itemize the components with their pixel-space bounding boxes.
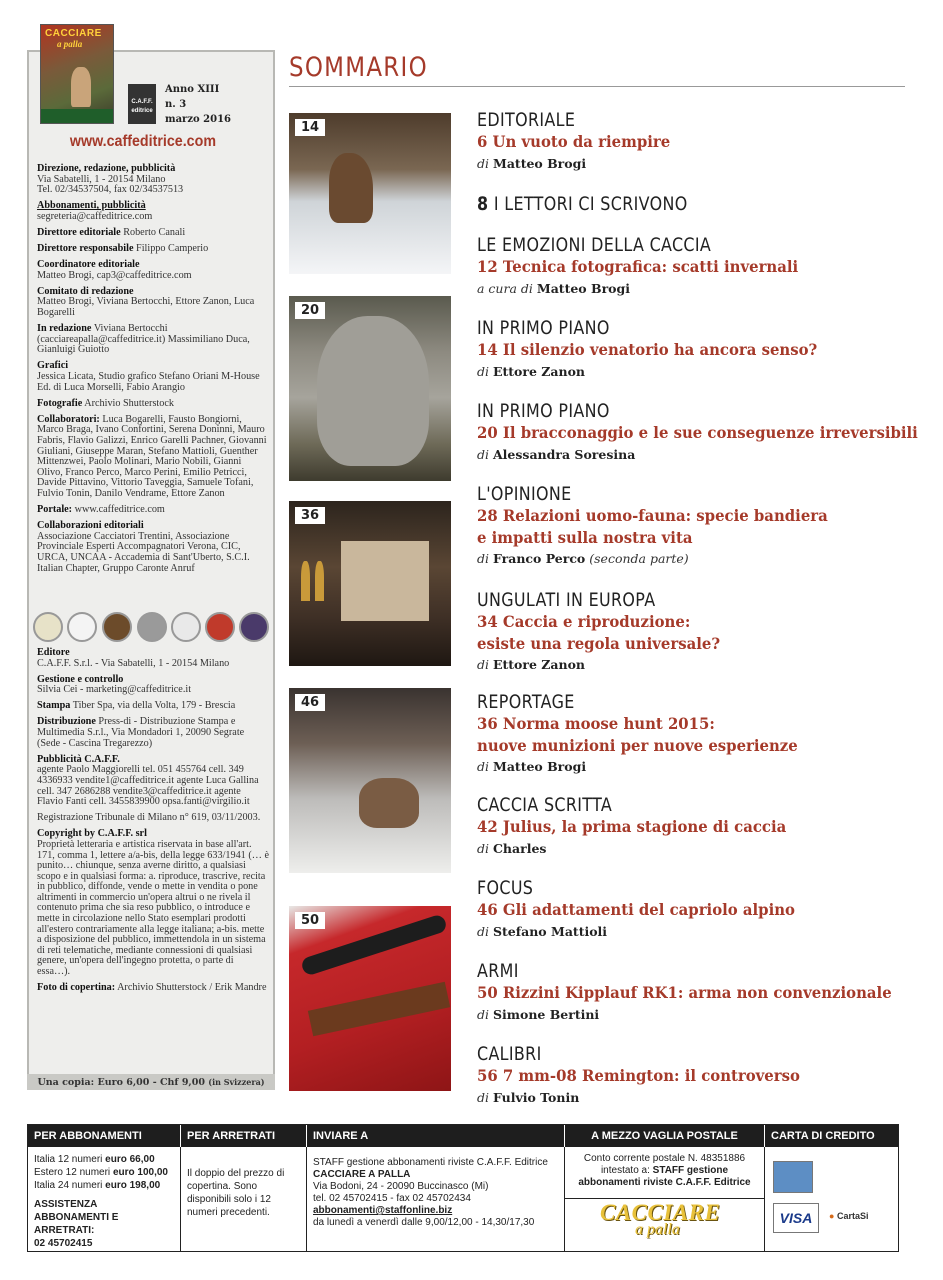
article-title[interactable] <box>477 340 886 361</box>
cartasi-card-icon[interactable]: ● CartaSi <box>829 1211 869 1221</box>
credit-label: Distribuzione <box>37 716 96 728</box>
section-heading: L'OPINIONE <box>477 484 572 505</box>
send-name: CACCIARE A PALLA <box>313 1169 411 1180</box>
price-value: euro 198,00 <box>105 1180 161 1191</box>
credit-block <box>37 983 269 994</box>
rifle-stock-shape <box>308 982 450 1037</box>
chamois-shape <box>329 153 373 223</box>
byline-prefix: di <box>477 657 489 672</box>
credit-label: Foto di copertina: <box>37 982 116 994</box>
assistance-title: ASSISTENZA ABBONAMENTI E ARRETRATI: <box>34 1199 119 1236</box>
article-title-text: Rizzini Kipplauf RK1: arma non convenzionale <box>502 983 892 1002</box>
page-number: 50 <box>477 983 498 1002</box>
credit-label: Portale: <box>37 504 73 516</box>
page-number: 6 <box>477 132 488 151</box>
send-address: Via Bodoni, 24 - 20090 Buccinasco (Mi) <box>313 1181 489 1192</box>
contents-entry[interactable] <box>477 110 917 171</box>
header-carta: CARTA DI CREDITO <box>765 1125 898 1147</box>
page-number: 34 <box>477 612 498 631</box>
byline <box>477 759 917 774</box>
author-name: Matteo Brogi <box>492 759 587 774</box>
header-arretrati: PER ARRETRATI <box>181 1125 307 1147</box>
article-title-text: Norma moose hunt 2015: <box>502 714 715 733</box>
credit-block <box>37 244 267 255</box>
credit-label: Collaborazioni editoriali <box>37 520 144 532</box>
send-line: STAFF gestione abbonamenti riviste C.A.F.F. Editrice <box>313 1157 548 1168</box>
credit-text: Viviana Bertocchi (cacciareapalla@caffeditrice.it) Massimiliano Duca, Gianluigi Guiotto <box>37 323 250 356</box>
contents-entry[interactable] <box>477 401 917 462</box>
credit-block <box>37 399 267 410</box>
vaglia-account: Conto corrente postale N. 48351886 <box>583 1153 746 1164</box>
article-title[interactable] <box>477 423 918 444</box>
byline <box>477 1007 917 1022</box>
credit-block <box>37 228 267 239</box>
send-hours: da lunedì a venerdì dalle 9,00/12,00 - 14,30/17,30 <box>313 1217 535 1228</box>
price-row <box>34 1153 174 1166</box>
credit-text: segreteria@caffeditrice.com <box>37 210 153 222</box>
caff-logo: C.A.F.F. editrice <box>128 84 156 124</box>
contents-entry[interactable] <box>477 692 917 774</box>
vaglia-intestato: intestato a: <box>600 1165 650 1176</box>
credit-block <box>37 717 269 749</box>
credit-block <box>37 201 267 222</box>
subscription-table <box>27 1124 899 1252</box>
credit-label: Comitato di redazione <box>37 285 134 297</box>
credit-text: Registrazione Tribunale di Milano n° 619, 03/11/2003. <box>37 812 261 824</box>
cover-subtitle: a palla <box>57 39 83 49</box>
price-row <box>34 1179 174 1192</box>
article-title-text: Il silenzio venatorio ha ancora senso? <box>502 340 818 359</box>
credit-text: Proprietà letteraria e artistica riservata in base all'art. 171, comma 1, lettere a/a-bis, della legge 633/1941 (… è punito… chiunque, senza averne diritto, a qualsiasi scopo e in qualsiasi forma: a. riproduce, trascrive, recita in pubblico, diffonde, vende o mette in vendita o pone altrimenti in commercio un'opera altrui o ne rivela il contenuto prima che sia reso pubblico, o introduce e mette in circolazione nello Stato esemplari prodotti all'estero contrariamente alla legge italiana; a-bis. mette a disposizione del pubblico, immettendola in un sistema di reti telematiche, mediante connessioni di qualsiasi genere, un'opera dell'ingegno protetta, o parte di essa…). <box>37 838 269 978</box>
byline-prefix: di <box>477 363 489 379</box>
article-title[interactable] <box>477 132 886 153</box>
credit-text: Associazione Cacciatori Trentini, Associazione Provinciale Esperti Accompagnatori Verona, CIC, URCA, UNCAA - Accademia di Sant'Uberto, S.C.I. Italian Chapter, Gruppo Caronte Anruf <box>37 530 250 574</box>
credit-block <box>37 324 267 356</box>
page-number: 46 <box>477 900 498 919</box>
page-number: 8 <box>477 194 489 215</box>
publisher-credits <box>37 648 269 999</box>
assistance-phone[interactable]: 02 45702415 <box>34 1238 93 1249</box>
byline <box>477 1090 917 1105</box>
article-title-text: Julius, la prima stagione di caccia <box>502 817 787 836</box>
price-row <box>34 1166 174 1179</box>
contents-entry[interactable] <box>477 484 917 566</box>
title-divider <box>289 86 905 87</box>
vaglia-holder: STAFF gestione abbonamenti riviste C.A.F.F. Editrice <box>578 1165 751 1188</box>
credit-block <box>37 505 267 516</box>
article-title-text: 7 mm-08 Remington: il controverso <box>502 1066 800 1085</box>
section-label: I LETTORI CI SCRIVONO <box>493 194 688 215</box>
credit-label: In redazione <box>37 323 92 335</box>
credit-text: Silvia Cei - marketing@caffeditrice.it <box>37 684 192 696</box>
byline-prefix: di <box>477 1089 489 1105</box>
author-name: Franco Perco <box>492 551 586 566</box>
credit-text: Matteo Brogi, Viviana Bertocchi, Ettore Zanon, Luca Bogarelli <box>37 296 255 319</box>
credit-text: Jessica Licata, Studio grafico Stefano Oriani M-House Ed. di Luca Morselli, Fabio Arangio <box>37 371 260 393</box>
deer-shape <box>359 778 419 828</box>
cover-band <box>41 109 113 123</box>
photo-page-number: 50 <box>295 912 325 929</box>
header-inviare: INVIARE A <box>307 1125 565 1147</box>
byline <box>477 447 917 462</box>
author-name: Matteo Brogi <box>536 280 630 296</box>
credit-block <box>37 260 267 281</box>
author-name: Stefano Mattioli <box>492 923 608 939</box>
article-title[interactable] <box>477 900 886 921</box>
author-name: Ettore Zanon <box>492 657 586 672</box>
price-label: Estero 12 numeri <box>34 1167 111 1178</box>
price-list <box>34 1153 174 1192</box>
contents-entry[interactable] <box>477 878 917 939</box>
article-title-text: Caccia e riproduzione: <box>502 612 691 631</box>
vaglia-cell <box>565 1147 765 1199</box>
section-heading: REPORTAGE <box>477 692 575 713</box>
byline <box>477 841 917 856</box>
credit-block <box>37 813 269 824</box>
credit-text: Matteo Brogi, cap3@caffeditrice.com <box>37 269 192 281</box>
credit-label: Fotografie <box>37 397 83 409</box>
credit-label: Gestione e controllo <box>37 673 124 685</box>
price-label: Italia 12 numeri <box>34 1154 103 1165</box>
byline-prefix: di <box>477 840 489 856</box>
credit-text: Luca Bogarelli, Fausto Bongiorni, Marco Braga, Ivano Confortini, Serena Doninni, Mauro Fabris, Flavio Galizzi, Enrico Garelli Pachner, Giovanni Giuliani, Giuseppe Maran, Stefano Mattioli, Guenther Mittenzwei, Paolo Molinari, Mario Nobili, Gianni Olivo, Franco Perco, Marco Perini, Emilio Petricci, Davide Pittavino, Vittorio Taveggia, Samuele Tofani, Fulvio Tonin, Danilo Vendrame, Ettore Zanon <box>37 413 267 499</box>
byline <box>477 281 917 296</box>
price-label: Italia 24 numeri <box>34 1180 103 1191</box>
contents-entry[interactable] <box>477 590 917 672</box>
seal-icon <box>33 612 63 642</box>
seal-icon <box>137 612 167 642</box>
credit-label: Coordinatore editoriale <box>37 259 140 271</box>
section-heading: IN PRIMO PIANO <box>477 318 610 339</box>
price-value: euro 66,00 <box>105 1154 155 1165</box>
magazine-logo-sub: a palla <box>635 1221 680 1238</box>
send-to-cell <box>307 1147 565 1251</box>
cover-deer-image <box>71 67 91 107</box>
seal-icon <box>102 612 132 642</box>
section-heading: EDITORIALE <box>477 110 576 131</box>
page-number: 28 <box>477 506 498 525</box>
magazine-logo: CACCIARE <box>600 1200 721 1225</box>
page-number: 12 <box>477 257 498 276</box>
credit-label: Direzione, redazione, pubblicità <box>37 163 176 174</box>
byline-prefix: di <box>477 446 489 462</box>
credit-label: Grafici <box>37 360 69 372</box>
seal-icon <box>205 612 235 642</box>
section-heading: FOCUS <box>477 878 534 899</box>
arretrati-cell: Il doppio del prezzo di copertina. Sono disponibili solo i 12 numeri precedenti. <box>181 1147 307 1251</box>
contents-entry[interactable] <box>477 235 917 296</box>
article-title-text: Relazioni uomo-fauna: specie bandiera <box>502 506 828 525</box>
credit-text: Filippo Camperio <box>136 243 209 255</box>
section-heading: IN PRIMO PIANO <box>477 401 610 422</box>
send-email[interactable]: abbonamenti@staffonline.biz <box>313 1205 453 1216</box>
bullet-shape <box>301 561 310 601</box>
article-title[interactable] <box>477 817 886 838</box>
credit-text: www.caffeditrice.com <box>74 504 165 516</box>
credit-label: Stampa <box>37 700 71 712</box>
contents-entry[interactable] <box>477 961 917 1022</box>
author-name: Alessandra Soresina <box>492 446 636 462</box>
bullet-shape <box>315 561 324 601</box>
header-vaglia: A MEZZO VAGLIA POSTALE <box>565 1125 765 1147</box>
website-link[interactable]: www.caffeditrice.com <box>69 133 216 150</box>
price-value: euro 100,00 <box>112 1167 168 1178</box>
photo-roe-deer[interactable] <box>289 688 451 873</box>
page-number: 56 <box>477 1066 498 1085</box>
rhino-shape <box>317 316 429 466</box>
author-name: Matteo Brogi <box>492 155 587 171</box>
credit-text: Archivio Shutterstock <box>84 397 174 409</box>
credit-label: Abbonamenti, pubblicità <box>37 200 146 212</box>
credit-block <box>37 287 267 319</box>
article-title[interactable] <box>477 714 886 735</box>
contents-entry[interactable] <box>477 795 917 856</box>
page-number: 14 <box>477 340 498 359</box>
page-number: 20 <box>477 423 498 442</box>
byline <box>477 156 917 171</box>
visa-card-icon[interactable]: VISA <box>773 1203 819 1233</box>
author-name: Charles <box>492 840 547 856</box>
credit-block <box>37 361 267 393</box>
credit-block <box>37 701 269 712</box>
credit-block <box>37 675 269 696</box>
credit-block <box>37 164 267 196</box>
credit-block <box>37 415 267 500</box>
photo-page-number: 36 <box>295 507 325 524</box>
credit-text: Via Sabatelli, 1 - 20154 Milano Tel. 02/34537504, fax 02/34537513 <box>37 173 184 196</box>
credit-text: Press-di - Distribuzione Stampa e Multimedia S.r.l., Via Mondadori 1, 20090 Segrate (Sede - Cascina Tregarezzo) <box>37 716 245 749</box>
copy-price: Una copia: Euro 6,00 - Chf 9,00 (in Svizzera) <box>27 1074 275 1090</box>
issue-year: Anno XIII <box>165 84 220 95</box>
byline <box>477 924 917 939</box>
credit-block <box>37 829 269 977</box>
article-title[interactable] <box>477 506 886 527</box>
article-title-line2[interactable]: e impatti sulla nostra vita <box>477 527 693 547</box>
credit-block <box>37 521 267 574</box>
article-title-line2[interactable]: nuove munizioni per nuove esperienze <box>477 735 798 755</box>
credit-label: Collaboratori: <box>37 413 100 425</box>
page-title: SOMMARIO <box>289 52 428 83</box>
contents-entry[interactable] <box>477 318 917 379</box>
byline-prefix: di <box>477 923 489 939</box>
card-cell <box>765 1147 898 1251</box>
photo-page-number: 20 <box>295 302 325 319</box>
seal-icon <box>239 612 269 642</box>
section-heading: CALIBRI <box>477 1044 542 1065</box>
author-name: Simone Bertini <box>492 1006 600 1022</box>
photo-page-number: 46 <box>295 694 325 711</box>
photo-rifle[interactable] <box>289 906 451 1091</box>
credit-label: Copyright by C.A.F.F. srl <box>37 828 147 840</box>
byline-prefix: a cura di <box>477 280 533 296</box>
section-heading: CACCIA SCRITTA <box>477 795 613 816</box>
prices-cell <box>28 1147 181 1251</box>
byline <box>477 657 917 672</box>
section-heading: ARMI <box>477 961 519 982</box>
credit-text: C.A.F.F. S.r.l. - Via Sabatelli, 1 - 20154 Milano <box>37 657 230 669</box>
article-title[interactable] <box>477 612 886 633</box>
photo-page-number: 14 <box>295 119 325 136</box>
byline-prefix: di <box>477 1006 489 1022</box>
credit-label: Pubblicità C.A.F.F. <box>37 753 120 765</box>
header-abbonamenti: PER ABBONAMENTI <box>28 1125 181 1147</box>
byline-note: (seconda parte) <box>589 551 689 566</box>
credit-text: Roberto Canali <box>123 226 186 238</box>
staff-credits <box>37 164 267 580</box>
credit-block <box>37 755 269 808</box>
seal-icon <box>67 612 97 642</box>
byline-prefix: di <box>477 759 489 774</box>
byline-prefix: di <box>477 551 489 566</box>
credit-text: agente Paolo Maggiorelli tel. 051 455764 cell. 349 4336933 vendite1@caffeditrice.it agente Luca Gallina cell. 347 2686288 vendite3@caffeditrice.it agente Flavio Fanti cell. 3455839900 opsa.fanti@virgilio.it <box>37 764 259 808</box>
association-seals <box>33 612 273 646</box>
section-heading: UNGULATI IN EUROPA <box>477 590 656 611</box>
page-number: 42 <box>477 817 498 836</box>
author-name: Fulvio Tonin <box>492 1089 580 1105</box>
issue-number: n. 3 <box>165 99 187 110</box>
article-title-text: Gli adattamenti del capriolo alpino <box>502 900 795 919</box>
issue-info <box>165 82 231 127</box>
contents-entry[interactable] <box>477 1044 917 1105</box>
contents-entry[interactable] <box>477 194 917 215</box>
photo-chamois[interactable] <box>289 113 451 274</box>
credit-block <box>37 648 269 669</box>
ammo-box-shape <box>341 541 429 621</box>
section-heading <box>477 194 855 215</box>
section-heading: LE EMOZIONI DELLA CACCIA <box>477 235 712 256</box>
cover-thumbnail[interactable] <box>40 24 114 124</box>
byline <box>477 364 917 379</box>
article-title-text: Tecnica fotografica: scatti invernali <box>502 257 799 276</box>
amex-card-icon[interactable] <box>773 1161 813 1193</box>
article-title-text: Il bracconaggio e le sue conseguenze irreversibili <box>502 423 918 442</box>
article-title[interactable] <box>477 1066 886 1087</box>
photo-rhino[interactable] <box>289 296 451 481</box>
page-number: 36 <box>477 714 498 733</box>
article-title[interactable] <box>477 257 886 278</box>
issue-date: marzo 2016 <box>165 114 231 125</box>
article-title-text: Un vuoto da riempire <box>492 132 671 151</box>
photo-ammunition[interactable] <box>289 501 451 666</box>
credit-label: Direttore editoriale <box>37 226 121 238</box>
byline <box>477 551 917 566</box>
send-tel[interactable]: tel. 02 45702415 - fax 02 45702434 <box>313 1193 471 1204</box>
credit-text: Archivio Shutterstock / Erik Mandre <box>117 982 267 994</box>
credit-text: Tiber Spa, via della Volta, 179 - Brescia <box>72 700 236 712</box>
article-title[interactable] <box>477 983 892 1004</box>
seal-icon <box>171 612 201 642</box>
author-name: Ettore Zanon <box>492 363 586 379</box>
byline-prefix: di <box>477 155 489 171</box>
article-title-line2[interactable]: esiste una regola universale? <box>477 633 721 653</box>
credit-label: Editore <box>37 647 70 658</box>
credit-label: Direttore responsabile <box>37 243 134 255</box>
cover-title: CACCIARE <box>45 28 102 39</box>
